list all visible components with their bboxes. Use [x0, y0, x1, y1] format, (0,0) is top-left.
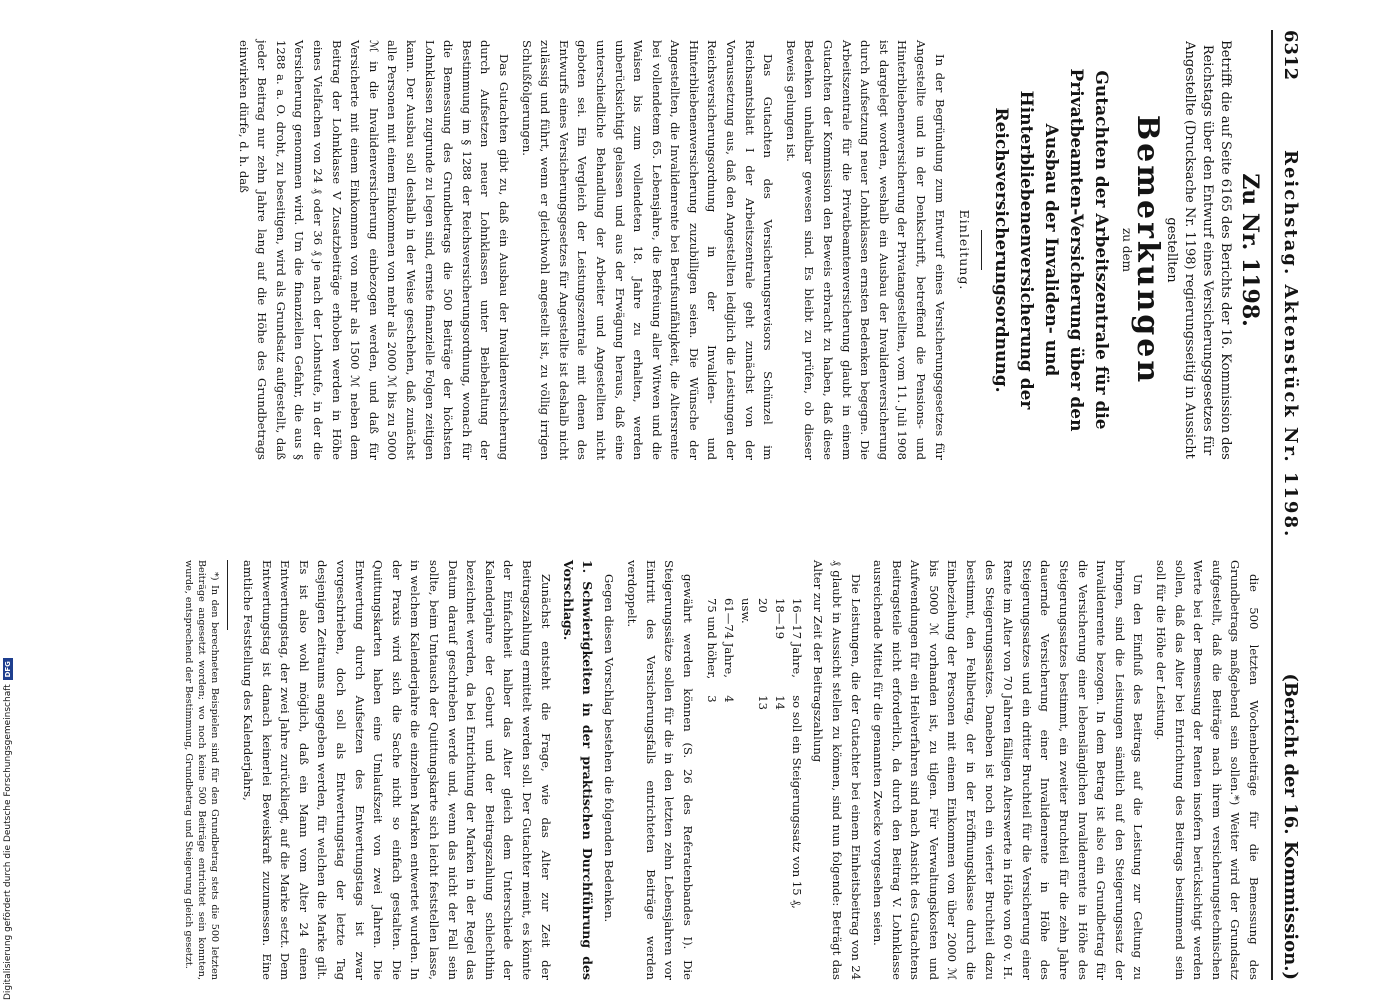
divider — [981, 230, 982, 270]
paragraph: Das Gutachten gibt zu, daß ein Ausbau der Invalidenversicherung durch Aufsetzen neuer Lohnklassen unter Beibehaltung der Bestimmung im § 1288 der Reichsversicherungsordnung, wonach für die Bemessung des Grundbetrags die 500 Beiträge der höchsten Lohnklassen zugrunde zu legen sind, ernste finanzielle Folgen zeitigen kann. Der Ausbau soll deshalb in der Weise geschehen, daß zunächst alle Personen mit einem Einkommen von mehr als 2000 ℳ bis zu 5000 ℳ in die Invalidenversicherung einbezogen werden, und daß für Versicherte mit einem Einkommen von mehr als 1500 ℳ neben dem Beitrag der Lohnklasse V Zusatzbeiträge erhoben werden in Höhe eines Vielfachen von 24 ₰ oder 36 ₰ je nach der Lohnstufe, in der die Versicherung genommen wird. Um die finanziellen Gefahr, die aus § 1288 a. a. O. droht, zu beseitigen, wird als Grundsatz aufgestellt, daß jeder Beitrag nur zehn Jahre lang auf die Höhe des Grundbetrags einwirken dürfe, d. h. daß — [236, 40, 511, 460]
funding-credit-text: Digitalisierung gefördert durch die Deutsche Forschungsgemeinschaft — [3, 684, 13, 1000]
section-heading-einleitung: Einleitung. — [957, 209, 973, 291]
scanned-page — [68, 0, 1328, 1000]
paragraph: Um den Einfluß des Beitrags auf die Leistung zur Geltung zu bringen, sind die Leistungen sämtlich auf den Steigerungssatz der Invalidenrente bezogen. In dem Betrag ist also ein Grundbetrag für die Versicherung einer lebenslänglichen Invalidenrente in Höhe des Steigerungssatzes bestimmt, ein zweiter Bruchteil für die zehn Jahre dauernde Versicherung einer Invalidenrente in Höhe des Steigerungssatzes und ein dritter Bruchteil für die Versicherung einer Rente im Alter von 70 Jahren fälligen Alterswerte in Höhe von 60 v. H. des Steigerungssatzes. Daneben ist noch ein vierter Bruchteil dazu bestimmt, den Fehlbetrag, der in der Eröffnungsklasse durch die Einbeziehung der Personen mit einem Einkommen von über 2000 ℳ bis 5000 ℳ vorhanden ist, zu tilgen. Für Verwaltungskosten und Aufwendungen für ein Heilverfahren sind nach Ansicht des Gutachtens Beitragsteile nicht erforderlich, da durch den Beitrag V. Lohnklasse ausreichende Mittel für die genannten Zwecke vorgesehen seien. — [871, 560, 1146, 980]
dfg-logo: DFG — [3, 658, 13, 680]
paragraph: die 500 letzten Wochenbeiträge für die Bemessung des Grundbetrags maßgebend sein sollen.*) Weiter wird der Grundsatz aufgestellt, daß die Beiträge nach ihrem versicherungstechnischen Werte bei der Bemessung der Renten insofern berücksichtigt werden sollen, daß das Alter bei Entrichtung des Beitrags bestimmend sein soll für die Höhe der Leistung. — [1154, 560, 1261, 980]
footnote-divider — [228, 560, 229, 630]
subtitle: Gutachten der Arbeitszentrale für die Privatbeamten-Versicherung über den Ausbau der Invaliden- und Hinterbliebenenversicherung der Reichsversicherungsordnung. — [991, 68, 1112, 432]
paragraph: Das Gutachten des Versicherungsrevisors Schünzel im Reichsamtsblatt I der Arbeitszentrale geht zunächst von der Voraussetzung aus, daß den Angestellten lediglich die Leistungen der Reichsversicherungsordnung in der Invaliden- und Hinterbliebenenversicherung zuzubilligen seien. Die Wünsche der Angestellten, die Invalidenrente bei Berufsunfähigkeit, die Altersrente bei vollendetem 65. Lebensjahre, die Befreiung aller Witwen und die Waisen bis zum vollendeten 18. Jahre zu erhalten, werden unberücksichtigt gelassen und aus der Erwägung heraus, daß eine unterschiedliche Behandlung der Arbeiter und Angestellten nicht geboten sei. Ein Vergleich der Leistungszentrale mit denen des Entwurfs eines Versicherungsgesetzes für Angestellte ist deshalb nicht zulässig und führt, wenn er gleichwohl angestellt ist, zu völlig irrigen Schlußfolgerungen. — [519, 40, 776, 460]
main-title: Bemerkungen — [1130, 114, 1166, 386]
header-rule — [1271, 30, 1273, 980]
running-title: Reichstag. Aktenstück Nr. 1198. — [1280, 150, 1301, 539]
right-column — [183, 560, 1264, 980]
document-number-heading: Zu Nr. 1198. — [1237, 173, 1263, 327]
title-connector: zu dem — [1119, 227, 1134, 273]
funding-credit — [3, 658, 13, 1000]
table-row: 75 und höher, 3 — [704, 598, 719, 703]
paragraph: gewährt werden können (S. 26 des Referatenbandes I). Die Steigerungssätze sollen für die in den letzten zehn Lebensjahren vor Eintritt des Versicherungsfalls entrichteten Beiträge werden verdoppelt. — [624, 560, 695, 980]
table-row: 20 13 — [755, 598, 770, 710]
age-table — [703, 590, 805, 917]
table-row: 16—17 Jahre, so soll ein Steigerungssatz von 15 ₰, — [789, 598, 804, 909]
footnote: *) In den berechneten Beispielen sind für den Grundbetrag stets die 500 letzten Beiträge angesetzt worden; wo noch keine 500 Beiträge entrichtet sein konnten, wurde, entsprechend der Bestimmung, Grundbetrag und Steigerung gleich gesetzt. — [183, 560, 221, 980]
paragraph: Gegen diesen Vorschlag bestehen die folgenden Bedenken. — [602, 574, 617, 923]
intro-text: Betrifft die auf Seite 6165 des Berichts der 16. Kommission des Reichstags über den Entwurf eines Versicherungsgesetzes für Angestellte (Drucksache Nr. 1198) regierungsseitig in Aussicht gestellten — [1164, 40, 1234, 460]
left-column — [230, 40, 1263, 460]
paragraph: Zunächst entsteht die Frage, wie das Alter zur Zeit der Beitragszahlung ermittelt werden soll. Der Gutachter meint, es könnte der Einfachheit halber das Alter gleich dem Unterschiede der Kalenderjahre der Geburt und der Beitragszahlung schlechthin bezeichnet werden, da bei Entrichtung der Marken in der Regel das Datum darauf geschrieben werde und, wenn das nicht der Fall sein sollte, beim Umtausch der Quittungskarte sich leicht feststellen lasse, in welchem Kalenderjahre die einzelnen Marken entwertet wurden. In der Praxis wird sich die Sache nicht so einfach gestalten. Die Quittungskarten haben eine Umlaufszeit von zwei Jahren. Die Entwertung durch Aufsetzen des Entwertungstags ist zwar vorgeschrieben, doch soll als Entwertungstag der letzte Tag desjenigen Zeitraums angegeben werden, für welchen die Marke gilt. Es ist also wohl möglich, daß ein Mann vom Alter 24 einen Entwertungstag, der zwei Jahre zurückliegt, auf die Marke setzt. Dem Entwertungstag ist danach keinerlei Beweiskraft zuzumessen. Eine amtliche Feststellung des Kalenderjahrs, — [241, 560, 553, 980]
table-row: usw. — [738, 598, 753, 624]
page-number: 6312 — [1280, 30, 1301, 81]
paragraph: In der Begründung zum Entwurf eines Versicherungsgesetzes für Angestellte und in der Denkschrift, betreffend die Pensions- und Hinterbliebenenversicherung der Privatangestellten, vom 11. Juli 1908 ist dargelegt worden, weshalb ein Ausbau der Invalidenversicherung durch Aufsetzung neuer Lohnklassen ernsten Bedenken begegne. Die Arbeitszentrale für die Privatbeamtenversicherung glaubt in einem Gutachten der Kommission den Beweis erbracht zu haben, daß diese Bedenken unhaltbar gewesen sind. Es bleibt zu prüfen, ob dieser Beweis gelungen ist. — [783, 40, 947, 460]
running-title-right: (Bericht der 16. Kommission.) — [1280, 673, 1301, 980]
table-row: 18—19 14 — [772, 598, 787, 710]
section-heading-1: 1. Schwierigkeiten in der praktischen Durchführung des Vorschlags. — [561, 560, 595, 980]
page-header — [1273, 30, 1303, 980]
paragraph: Die Leistungen, die der Gutachter bei einem Einheitsbeitrag von 24 ₰ glaubt in Aussicht stellen zu können, sind nun folgende: Beträgt das Alter zur Zeit der Beitragszahlung — [811, 560, 863, 980]
table-row: 61—74 Jahre, 4 — [721, 598, 736, 703]
